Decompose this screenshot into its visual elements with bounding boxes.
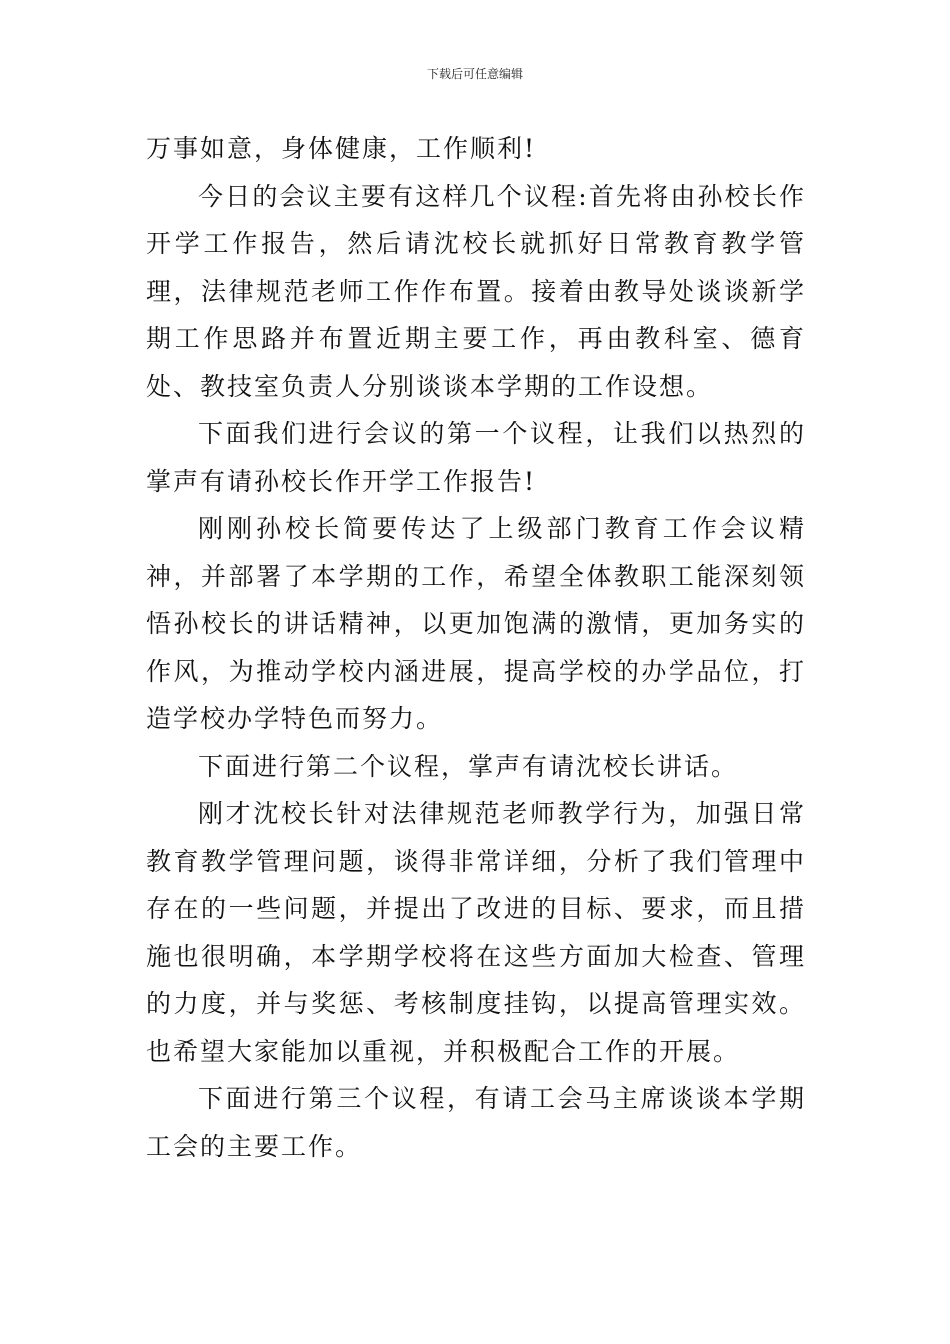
paragraph-first-agenda: 下面我们进行会议的第一个议程，让我们以热烈的掌声有请孙校长作开学工作报告! (146, 419, 806, 496)
paragraph-third-agenda: 下面进行第三个议程，有请工会马主席谈谈本学期工会的主要工作。 (146, 1084, 806, 1161)
paragraph-first-summary: 刚刚孙校长简要传达了上级部门教育工作会议精神，并部署了本学期的工作，希望全体教职工能深刻领悟孙校长的讲话精神，以更加饱满的激情，更加务实的作风，为推动学校内涵进展，提高学校的办学品位，打造学校办学特色而努力。 (146, 514, 806, 733)
page-header-note: 下载后可任意编辑 (426, 67, 523, 81)
paragraph-second-summary: 刚才沈校长针对法律规范老师教学行为，加强日常教育教学管理问题，谈得非常详细，分析了我们管理中存在的一些问题，并提出了改进的目标、要求，而且措施也很明确，本学期学校将在这些方面加大检查、管理的力度，并与奖惩、考核制度挂钩，以提高管理实效。也希望大家能加以重视，并积极配合工作的开展。 (146, 799, 806, 1066)
paragraph-agenda-overview: 今日的会议主要有这样几个议程:首先将由孙校长作开学工作报告，然后请沈校长就抓好日常教育教学管理，法律规范老师工作作布置。接着由教导处谈谈新学期工作思路并布置近期主要工作，再由教科室、德育处、教技室负责人分别谈谈本学期的工作设想。 (146, 181, 806, 401)
document-body (146, 125, 806, 1170)
paragraph-closing-wishes: 万事如意，身体健康，工作顺利! (146, 134, 537, 163)
paragraph-second-agenda: 下面进行第二个议程，掌声有请沈校长讲话。 (198, 751, 739, 781)
